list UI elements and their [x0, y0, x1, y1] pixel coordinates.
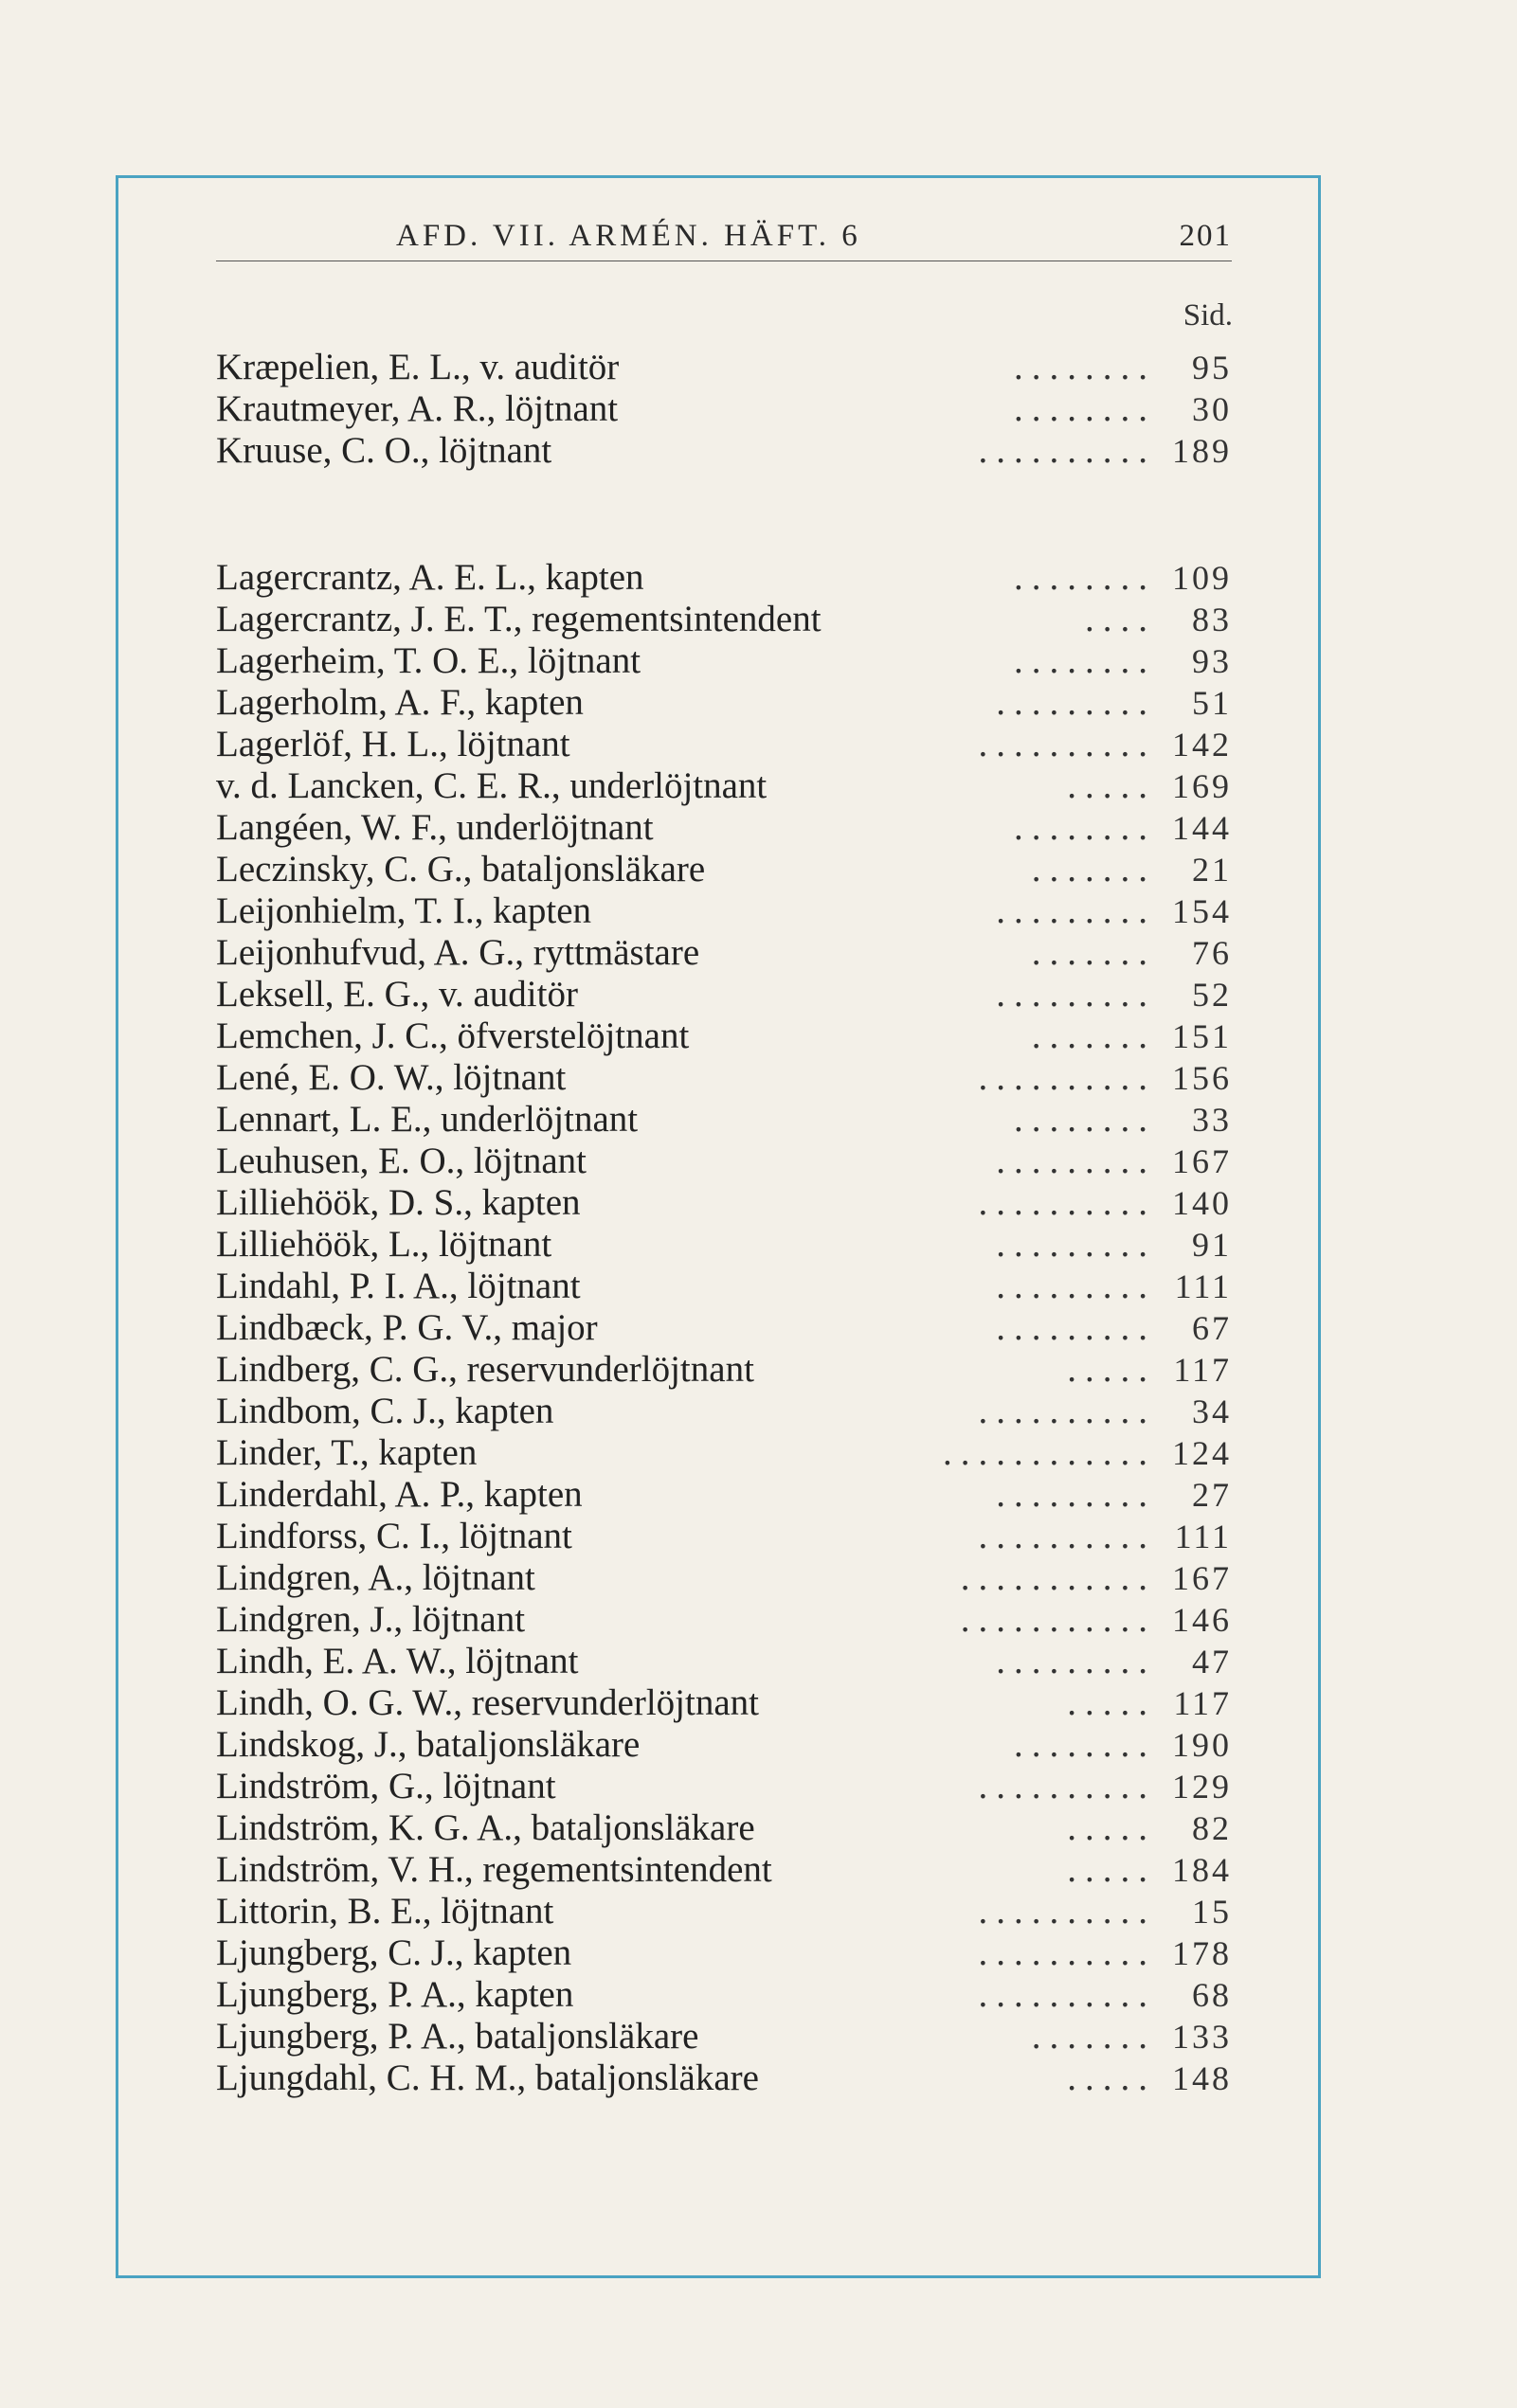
index-entry — [216, 640, 1232, 682]
entry-page: 111 — [1174, 1267, 1232, 1305]
entry-page: 76 — [1192, 934, 1232, 972]
entry-page: 148 — [1172, 2059, 1232, 2097]
dot-leader: .......... — [978, 1891, 1156, 1932]
dot-leader: ......... — [996, 1641, 1156, 1681]
running-title: AFD. VII. ARMÉN. HÄFT. 6 — [396, 219, 861, 253]
page-number: 201 — [1179, 219, 1232, 253]
dot-leader: .......... — [978, 1391, 1156, 1431]
entry-page: 133 — [1172, 2018, 1232, 2056]
index-entry — [216, 557, 1232, 599]
index-entry — [216, 388, 1232, 430]
entry-page: 109 — [1172, 559, 1232, 597]
dot-leader: ........ — [1014, 1724, 1156, 1765]
dot-leader: ............ — [943, 1432, 1156, 1473]
index-entry — [216, 890, 1232, 932]
dot-leader: ........ — [1014, 807, 1156, 848]
dot-leader: ........... — [960, 1599, 1156, 1640]
dot-leader: ......... — [996, 1224, 1156, 1265]
index-entry — [216, 1266, 1232, 1307]
index-entry — [216, 1932, 1232, 1974]
entry-name: Lindberg, C. G., reservunderlöjtnant — [216, 1349, 754, 1390]
entry-page: 142 — [1172, 726, 1232, 764]
entry-page: 151 — [1172, 1017, 1232, 1055]
index-entry — [216, 807, 1232, 849]
entry-page: 30 — [1192, 390, 1232, 428]
index-entry — [216, 1807, 1232, 1849]
entry-name: Lindbom, C. J., kapten — [216, 1391, 554, 1431]
index-entry — [216, 599, 1232, 640]
entry-page: 167 — [1172, 1142, 1232, 1180]
entry-name: Lilliehöök, D. S., kapten — [216, 1182, 581, 1223]
entry-name: Ljungberg, P. A., bataljonsläkare — [216, 2016, 699, 2057]
entry-page: 93 — [1192, 642, 1232, 680]
index-entry — [216, 1641, 1232, 1682]
entry-name: Lindskog, J., bataljonsläkare — [216, 1724, 641, 1765]
entry-page: 140 — [1172, 1184, 1232, 1222]
entry-page: 156 — [1172, 1059, 1232, 1097]
index-entry — [216, 682, 1232, 724]
dot-leader: ........ — [1014, 557, 1156, 598]
dot-leader: ....... — [1031, 932, 1156, 973]
entry-page: 15 — [1192, 1893, 1232, 1931]
index-entry — [216, 1057, 1232, 1099]
entry-name: Lagercrantz, A. E. L., kapten — [216, 557, 644, 598]
entry-page: 146 — [1172, 1601, 1232, 1639]
entry-page: 67 — [1192, 1309, 1232, 1347]
index-entry — [216, 974, 1232, 1015]
index-list — [216, 347, 1232, 2099]
entry-page: 129 — [1172, 1768, 1232, 1806]
dot-leader: .......... — [978, 430, 1156, 471]
index-entry — [216, 1141, 1232, 1182]
index-entry — [216, 1724, 1232, 1766]
entry-page: 117 — [1173, 1684, 1232, 1722]
dot-leader: .......... — [978, 724, 1156, 764]
entry-name: Kræpelien, E. L., v. auditör — [216, 347, 620, 387]
entry-name: Lagerlöf, H. L., löjtnant — [216, 724, 570, 764]
entry-page: 144 — [1172, 809, 1232, 847]
index-entry — [216, 1307, 1232, 1349]
entry-page: 82 — [1192, 1809, 1232, 1847]
entry-name: Lennart, L. E., underlöjtnant — [216, 1099, 639, 1140]
entry-name: Lindgren, J., löjtnant — [216, 1599, 526, 1640]
entry-name: Langéen, W. F., underlöjtnant — [216, 807, 654, 848]
dot-leader: ........ — [1014, 640, 1156, 681]
index-entry — [216, 1849, 1232, 1891]
entry-name: Lindahl, P. I. A., löjtnant — [216, 1266, 581, 1306]
entry-name: Lilliehöök, L., löjtnant — [216, 1224, 552, 1265]
entry-page: 178 — [1172, 1934, 1232, 1972]
entry-page: 154 — [1172, 892, 1232, 930]
index-entry — [216, 1766, 1232, 1807]
group-spacer — [216, 472, 1232, 557]
index-entry — [216, 1391, 1232, 1432]
entry-page: 167 — [1172, 1559, 1232, 1597]
dot-leader: ......... — [996, 1474, 1156, 1515]
dot-leader: ..... — [1067, 1349, 1156, 1390]
entry-page: 190 — [1172, 1726, 1232, 1764]
entry-page: 21 — [1192, 851, 1232, 889]
dot-leader: ........ — [1014, 347, 1156, 387]
dot-leader: .......... — [978, 1932, 1156, 1973]
index-entry — [216, 1974, 1232, 2016]
dot-leader: ........... — [960, 1557, 1156, 1598]
dot-leader: ......... — [996, 890, 1156, 931]
entry-name: Lindström, V. H., regementsintendent — [216, 1849, 772, 1890]
dot-leader: ......... — [996, 974, 1156, 1015]
entry-page: 111 — [1174, 1518, 1232, 1555]
index-entry — [216, 849, 1232, 890]
dot-leader: ....... — [1031, 1015, 1156, 1056]
dot-leader: ..... — [1067, 765, 1156, 806]
entry-name: Lindström, G., löjtnant — [216, 1766, 556, 1806]
entry-name: Lindh, O. G. W., reservunderlöjtnant — [216, 1682, 759, 1723]
entry-name: Ljungberg, P. A., kapten — [216, 1974, 574, 2015]
entry-page: 83 — [1192, 601, 1232, 638]
dot-leader: ........ — [1014, 388, 1156, 429]
index-entry — [216, 430, 1232, 472]
index-entry — [216, 765, 1232, 807]
dot-leader: ..... — [1067, 2058, 1156, 2098]
index-entry — [216, 347, 1232, 388]
index-entry — [216, 1599, 1232, 1641]
entry-name: Leksell, E. G., v. auditör — [216, 974, 578, 1015]
entry-name: Lindforss, C. I., löjtnant — [216, 1516, 572, 1556]
dot-leader: .......... — [978, 1057, 1156, 1098]
entry-page: 95 — [1192, 349, 1232, 386]
index-entry — [216, 1682, 1232, 1724]
dot-leader: ..... — [1067, 1682, 1156, 1723]
entry-page: 27 — [1192, 1476, 1232, 1514]
entry-page: 52 — [1192, 976, 1232, 1014]
dot-leader: ....... — [1031, 2016, 1156, 2057]
index-entry — [216, 1099, 1232, 1141]
entry-name: Linderdahl, A. P., kapten — [216, 1474, 583, 1515]
entry-name: Lindbæck, P. G. V., major — [216, 1307, 598, 1348]
entry-name: Lindström, K. G. A., bataljonsläkare — [216, 1807, 755, 1848]
entry-name: Ljungdahl, C. H. M., bataljonsläkare — [216, 2058, 759, 2098]
entry-page: 68 — [1192, 1976, 1232, 2014]
dot-leader: .......... — [978, 1974, 1156, 2015]
dot-leader: .......... — [978, 1516, 1156, 1556]
index-entry — [216, 932, 1232, 974]
entry-name: Ljungberg, C. J., kapten — [216, 1932, 572, 1973]
dot-leader: ..... — [1067, 1849, 1156, 1890]
index-entry — [216, 1557, 1232, 1599]
dot-leader: ....... — [1031, 849, 1156, 890]
entry-page: 117 — [1173, 1351, 1232, 1389]
index-entry — [216, 2016, 1232, 2058]
index-entry — [216, 1182, 1232, 1224]
dot-leader: .... — [1085, 599, 1156, 639]
entry-page: 124 — [1172, 1434, 1232, 1472]
entry-name: Lagerheim, T. O. E., löjtnant — [216, 640, 641, 681]
entry-page: 169 — [1172, 767, 1232, 805]
entry-name: Krautmeyer, A. R., löjtnant — [216, 388, 619, 429]
index-entry — [216, 2058, 1232, 2099]
entry-page: 51 — [1192, 684, 1232, 722]
entry-name: Leijonhielm, T. I., kapten — [216, 890, 592, 931]
dot-leader: .......... — [978, 1766, 1156, 1806]
index-entry — [216, 1516, 1232, 1557]
entry-page: 33 — [1192, 1101, 1232, 1139]
index-entry — [216, 724, 1232, 765]
entry-name: v. d. Lancken, C. E. R., underlöjtnant — [216, 765, 768, 806]
index-entry — [216, 1224, 1232, 1266]
entry-name: Kruuse, C. O., löjtnant — [216, 430, 552, 471]
page-header — [216, 213, 1232, 261]
entry-name: Lagerholm, A. F., kapten — [216, 682, 584, 723]
entry-name: Lemchen, J. C., öfverstelöjtnant — [216, 1015, 690, 1056]
entry-name: Lené, E. O. W., löjtnant — [216, 1057, 567, 1098]
entry-name: Leijonhufvud, A. G., ryttmästare — [216, 932, 700, 973]
dot-leader: .......... — [978, 1182, 1156, 1223]
dot-leader: ........ — [1014, 1099, 1156, 1140]
entry-name: Linder, T., kapten — [216, 1432, 478, 1473]
dot-leader: ......... — [996, 1307, 1156, 1348]
column-label: Sid. — [1183, 298, 1233, 332]
entry-page: 47 — [1192, 1643, 1232, 1680]
dot-leader: ..... — [1067, 1807, 1156, 1848]
index-entry — [216, 1891, 1232, 1932]
entry-name: Lagercrantz, J. E. T., regementsintendent — [216, 599, 822, 639]
index-entry — [216, 1474, 1232, 1516]
dot-leader: ......... — [996, 1141, 1156, 1181]
index-entry — [216, 1349, 1232, 1391]
dot-leader: ......... — [996, 682, 1156, 723]
entry-name: Littorin, B. E., löjtnant — [216, 1891, 554, 1932]
dot-leader: ......... — [996, 1266, 1156, 1306]
index-entry — [216, 1432, 1232, 1474]
entry-name: Lindh, E. A. W., löjtnant — [216, 1641, 579, 1681]
entry-name: Leczinsky, C. G., bataljonsläkare — [216, 849, 706, 890]
entry-page: 91 — [1192, 1226, 1232, 1264]
entry-name: Lindgren, A., löjtnant — [216, 1557, 535, 1598]
entry-page: 189 — [1172, 432, 1232, 470]
index-entry — [216, 1015, 1232, 1057]
entry-page: 34 — [1192, 1393, 1232, 1430]
entry-name: Leuhusen, E. O., löjtnant — [216, 1141, 587, 1181]
entry-page: 184 — [1172, 1851, 1232, 1889]
